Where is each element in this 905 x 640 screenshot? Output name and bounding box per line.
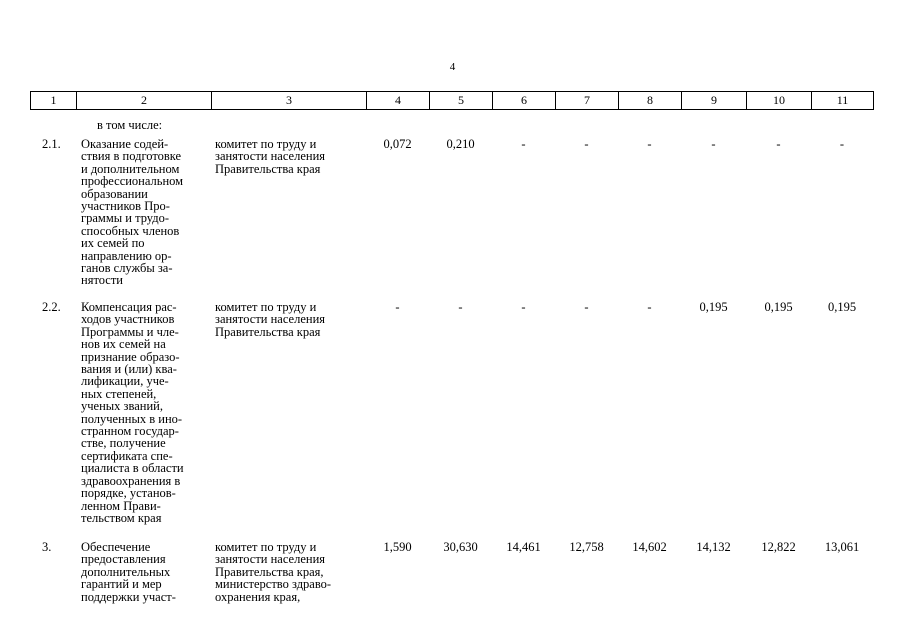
value-col-10: 12,822: [761, 540, 796, 554]
value-col-9: -: [711, 137, 716, 151]
column-header-2: 2: [77, 92, 212, 110]
row-executor: комитет по труду и занятости населения Правительства края, министерство здраво- охранения края,: [215, 540, 332, 604]
column-header-5: 5: [430, 92, 493, 110]
value-col-4: 0,072: [383, 137, 412, 151]
column-header-1: 1: [31, 92, 77, 110]
value-col-11: 0,195: [827, 300, 857, 314]
column-header-10: 10: [747, 92, 812, 110]
column-header-3: 3: [212, 92, 367, 110]
value-col-6: -: [521, 300, 526, 314]
row-description: Обеспечение предоставления дополнительных гарантий и мер поддержки участ-: [81, 540, 176, 604]
value-col-5: -: [458, 300, 463, 314]
value-col-8: -: [647, 137, 652, 151]
value-col-7: -: [584, 137, 589, 151]
value-col-11: 13,061: [824, 540, 860, 554]
row-number: 2.2.: [42, 300, 61, 314]
row-number: 2.1.: [42, 137, 61, 151]
value-col-4: -: [395, 300, 400, 314]
value-col-7: -: [584, 300, 589, 314]
row-executor: комитет по труду и занятости населения Правительства края: [215, 137, 326, 176]
value-col-8: 14,602: [632, 540, 667, 554]
page-number: 4: [449, 61, 456, 73]
value-col-10: 0,195: [764, 300, 793, 314]
value-col-4: 1,590: [383, 540, 412, 554]
column-header-11: 11: [812, 92, 874, 110]
column-header-6: 6: [493, 92, 556, 110]
row-executor: комитет по труду и занятости населения Правительства края: [215, 300, 326, 339]
row-number: 3.: [42, 540, 52, 554]
value-col-6: 14,461: [506, 540, 541, 554]
value-col-9: 0,195: [699, 300, 728, 314]
row-description: Оказание содей- ствия в подготовке и дополнительном профессиональном образовании участников Про- граммы и трудо- способных членов их семей по направлению ор- ганов службы за- нятости: [81, 137, 184, 288]
value-col-6: -: [521, 137, 526, 151]
value-col-5: 30,630: [443, 540, 478, 554]
value-col-11: -: [839, 137, 845, 151]
column-header-8: 8: [619, 92, 682, 110]
value-col-8: -: [647, 300, 652, 314]
column-header-4: 4: [367, 92, 430, 110]
column-header-9: 9: [682, 92, 747, 110]
value-col-7: 12,758: [569, 540, 604, 554]
value-col-5: 0,210: [446, 137, 475, 151]
value-col-9: 14,132: [696, 540, 731, 554]
column-header-7: 7: [556, 92, 619, 110]
column-number-header: [30, 91, 874, 110]
value-col-10: -: [776, 137, 781, 151]
subheading: в том числе:: [97, 118, 163, 132]
row-description: Компенсация рас- ходов участников Программы и чле- нов их семей на признание образо- вания и (или) ква- лификации, уче- ных степеней, ученых званий, полученных в ино- странном государ- стве, получение сертификата спе- циалиста в области здравоохранения в порядке, установ- ленном Прави- тельством края: [81, 300, 184, 525]
